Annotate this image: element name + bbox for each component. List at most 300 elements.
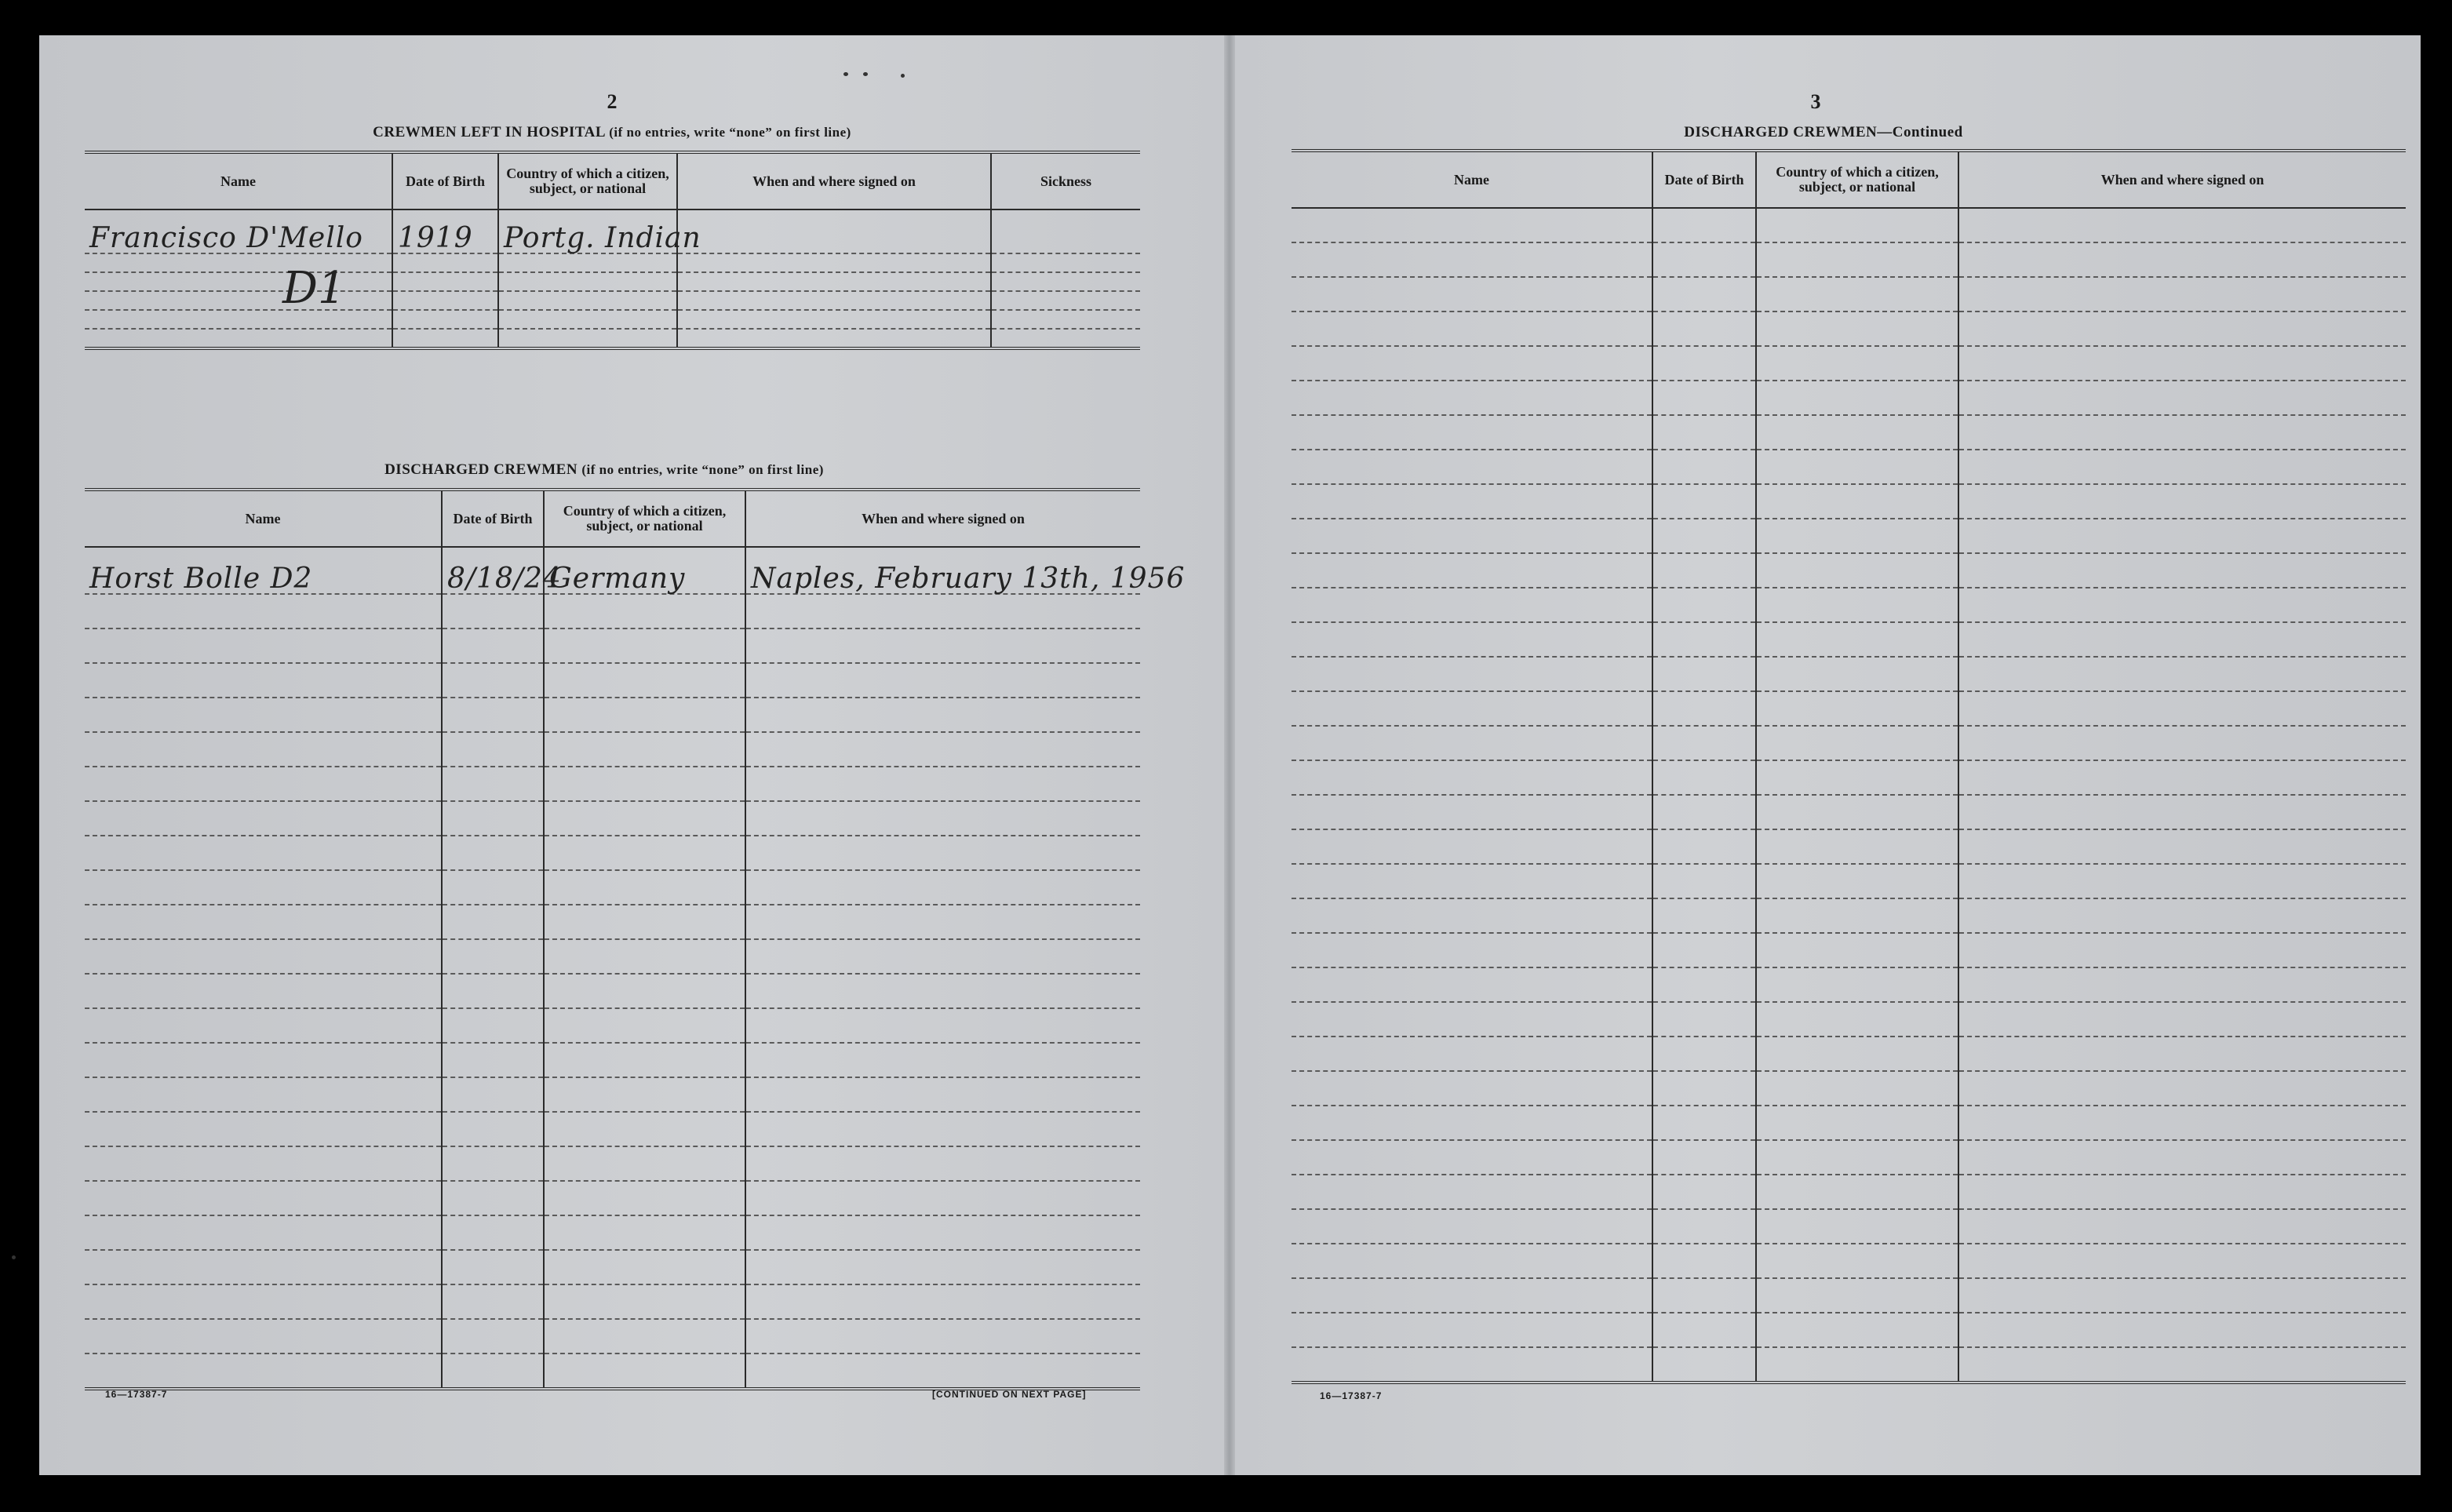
table-cell	[544, 698, 745, 732]
table-cell	[1292, 381, 1652, 415]
table-cell	[1652, 519, 1756, 553]
table-cell	[1756, 760, 1958, 795]
table-cell	[745, 1112, 1140, 1146]
hospital-section-title: CREWMEN LEFT IN HOSPITAL	[373, 124, 605, 140]
table-cell	[1756, 588, 1958, 622]
handwritten-entry: Portg. Indian	[504, 222, 701, 254]
table-row	[85, 329, 1140, 348]
table-row	[1292, 829, 2406, 864]
table-cell	[1652, 691, 1756, 726]
table-cell	[544, 801, 745, 836]
table-row	[1292, 1037, 2406, 1071]
table-row	[85, 1043, 1140, 1077]
table-row	[85, 767, 1140, 801]
table-cell	[1652, 381, 1756, 415]
table-cell	[745, 767, 1140, 801]
table-cell	[1652, 277, 1756, 312]
table-cell	[1292, 898, 1652, 933]
table-row	[1292, 588, 2406, 622]
table-cell	[1958, 691, 2406, 726]
table-cell	[1756, 553, 1958, 588]
table-cell	[392, 209, 498, 253]
right-page-title: DISCHARGED CREWMEN—Continued	[1684, 124, 1963, 140]
table-cell	[1652, 415, 1756, 450]
table-cell	[1958, 1106, 2406, 1140]
table-cell	[1652, 208, 1756, 242]
hospital-table	[85, 151, 1140, 350]
table-cell	[745, 801, 1140, 836]
table-cell	[1652, 553, 1756, 588]
table-cell	[745, 870, 1140, 905]
hospital-section-heading	[86, 124, 1138, 141]
table-cell	[1958, 415, 2406, 450]
continued-note: [CONTINUED ON NEXT PAGE]	[932, 1389, 1087, 1400]
table-cell	[1652, 967, 1756, 1002]
table-cell	[991, 272, 1140, 291]
page-fold	[1224, 35, 1235, 1475]
table-cell	[745, 547, 1186, 595]
table-cell	[1292, 553, 1652, 588]
discharged-continued-table	[1292, 149, 2406, 1384]
table-cell	[442, 974, 544, 1008]
table-cell	[544, 1284, 745, 1319]
table-cell	[1652, 450, 1756, 484]
table-cell	[1292, 415, 1652, 450]
table-cell	[1958, 933, 2406, 967]
table-row	[1292, 967, 2406, 1002]
table-cell	[1292, 1071, 1652, 1106]
table-row	[1292, 795, 2406, 829]
table-cell	[85, 209, 392, 253]
table-cell	[745, 1319, 1140, 1354]
table-cell	[1292, 208, 1652, 242]
table-cell	[1958, 1209, 2406, 1244]
table-row	[1292, 657, 2406, 691]
table-cell	[745, 732, 1140, 767]
table-cell	[1652, 1278, 1756, 1313]
table-cell	[85, 939, 442, 974]
table-cell	[1756, 1175, 1958, 1209]
table-row	[85, 1284, 1140, 1319]
table-cell	[85, 1181, 442, 1215]
table-row	[85, 905, 1140, 939]
table-row	[1292, 1106, 2406, 1140]
table-cell	[544, 767, 745, 801]
margin-mark-d1: D1	[282, 263, 346, 314]
table-cell	[1756, 346, 1958, 381]
table-cell	[85, 329, 392, 348]
handwritten-entry: Naples, February 13th, 1956	[751, 563, 1186, 595]
table-cell	[498, 209, 701, 254]
table-cell	[1652, 242, 1756, 277]
table-cell	[1292, 1313, 1652, 1347]
table-cell	[1292, 933, 1652, 967]
table-cell	[1756, 864, 1958, 898]
table-cell	[544, 905, 745, 939]
table-cell	[85, 732, 442, 767]
table-cell	[1958, 1071, 2406, 1106]
table-cell	[85, 836, 442, 870]
table-cell	[1958, 1244, 2406, 1278]
table-cell	[1652, 898, 1756, 933]
table-cell	[1652, 1313, 1756, 1347]
table-cell	[85, 1077, 442, 1112]
hospital-section-instruction: (if no entries, write “none” on first line)	[609, 125, 851, 140]
table-cell	[544, 732, 745, 767]
table-row	[1292, 1002, 2406, 1037]
table-row	[85, 1354, 1140, 1389]
table-cell	[745, 1181, 1140, 1215]
table-cell	[442, 698, 544, 732]
table-cell	[1292, 726, 1652, 760]
table-cell	[1958, 208, 2406, 242]
table-cell	[1958, 1002, 2406, 1037]
column-header: Date of Birth	[1652, 151, 1756, 208]
table-cell	[1652, 1244, 1756, 1278]
table-cell	[677, 253, 991, 272]
table-cell	[745, 1146, 1140, 1181]
table-cell	[1652, 1209, 1756, 1244]
table-row	[85, 801, 1140, 836]
table-cell	[442, 870, 544, 905]
table-cell	[1652, 312, 1756, 346]
table-cell	[442, 732, 544, 767]
table-cell	[745, 628, 1140, 663]
table-cell	[745, 939, 1140, 974]
column-header: Sickness	[991, 152, 1140, 209]
table-row	[1292, 312, 2406, 346]
table-cell	[1958, 898, 2406, 933]
table-cell	[1756, 1071, 1958, 1106]
table-cell	[1652, 864, 1756, 898]
table-cell	[1292, 1106, 1652, 1140]
table-cell	[1756, 1209, 1958, 1244]
table-row	[1292, 415, 2406, 450]
discharged-section-instruction: (if no entries, write “none” on first line)	[581, 462, 824, 477]
table-row	[85, 209, 1140, 253]
table-cell	[991, 329, 1140, 348]
table-cell	[1958, 1037, 2406, 1071]
table-cell	[85, 594, 442, 628]
table-row	[85, 870, 1140, 905]
table-cell	[442, 1008, 544, 1043]
table-cell	[745, 836, 1140, 870]
table-row	[85, 939, 1140, 974]
table-cell	[1958, 588, 2406, 622]
table-cell	[544, 1319, 745, 1354]
table-row	[1292, 381, 2406, 415]
table-cell	[1292, 450, 1652, 484]
table-cell	[1756, 242, 1958, 277]
table-row	[85, 628, 1140, 663]
table-cell	[1958, 553, 2406, 588]
table-cell	[1292, 864, 1652, 898]
table-cell	[544, 1112, 745, 1146]
table-cell	[1292, 657, 1652, 691]
table-cell	[544, 628, 745, 663]
table-cell	[677, 209, 991, 253]
table-cell	[991, 253, 1140, 272]
table-cell	[85, 767, 442, 801]
handwritten-entry: Horst Bolle D2	[89, 563, 313, 595]
table-cell	[498, 291, 677, 310]
table-cell	[677, 272, 991, 291]
table-row	[1292, 1347, 2406, 1383]
table-row	[1292, 1244, 2406, 1278]
table-cell	[442, 663, 544, 698]
table-row	[85, 1319, 1140, 1354]
table-row	[1292, 726, 2406, 760]
table-cell	[392, 329, 498, 348]
table-row	[85, 1250, 1140, 1284]
table-cell	[1756, 1106, 1958, 1140]
table-cell	[1292, 484, 1652, 519]
table-cell	[1292, 967, 1652, 1002]
table-cell	[1292, 1347, 1652, 1383]
table-cell	[1958, 1175, 2406, 1209]
table-row	[1292, 346, 2406, 381]
table-cell	[991, 310, 1140, 329]
column-header: Country of which a citizen, subject, or national	[498, 152, 677, 209]
left-page	[0, 0, 1224, 1440]
table-cell	[1652, 484, 1756, 519]
column-header: Name	[85, 490, 442, 547]
table-cell	[544, 939, 745, 974]
table-cell	[544, 974, 745, 1008]
table-row	[85, 253, 1140, 272]
table-cell	[1958, 312, 2406, 346]
table-cell	[442, 767, 544, 801]
table-cell	[1756, 967, 1958, 1002]
table-cell	[85, 1112, 442, 1146]
table-row	[85, 836, 1140, 870]
column-header: When and where signed on	[1958, 151, 2406, 208]
table-cell	[1292, 519, 1652, 553]
table-row	[1292, 691, 2406, 726]
table-cell	[1958, 346, 2406, 381]
table-cell	[1652, 933, 1756, 967]
table-cell	[544, 836, 745, 870]
discharged-section-title: DISCHARGED CREWMEN	[384, 461, 578, 478]
table-cell	[1958, 760, 2406, 795]
table-cell	[1756, 312, 1958, 346]
table-cell	[392, 253, 498, 272]
table-cell	[1652, 1037, 1756, 1071]
table-cell	[1958, 1278, 2406, 1313]
table-cell	[745, 698, 1140, 732]
table-cell	[85, 1284, 442, 1319]
table-cell	[442, 1284, 544, 1319]
table-cell	[544, 870, 745, 905]
table-cell	[1958, 484, 2406, 519]
table-cell	[442, 594, 544, 628]
table-cell	[1652, 622, 1756, 657]
table-row	[1292, 1209, 2406, 1244]
table-cell	[1958, 967, 2406, 1002]
table-cell	[1958, 622, 2406, 657]
table-row	[1292, 1071, 2406, 1106]
table-cell	[442, 1215, 544, 1250]
table-row	[1292, 1140, 2406, 1175]
table-cell	[544, 547, 745, 594]
table-cell	[745, 1077, 1140, 1112]
table-cell	[1756, 1002, 1958, 1037]
table-cell	[498, 272, 677, 291]
table-cell	[442, 801, 544, 836]
handwritten-entry: Germany	[549, 563, 686, 595]
table-row	[85, 594, 1140, 628]
table-cell	[85, 291, 392, 310]
table-cell	[1652, 657, 1756, 691]
table-row	[85, 1008, 1140, 1043]
table-cell	[544, 1250, 745, 1284]
table-cell	[1756, 415, 1958, 450]
table-cell	[1652, 829, 1756, 864]
table-cell	[85, 628, 442, 663]
table-row	[85, 291, 1140, 310]
table-row	[1292, 933, 2406, 967]
scan-speck	[901, 74, 905, 78]
table-row	[85, 732, 1140, 767]
table-cell	[442, 836, 544, 870]
table-cell	[85, 1008, 442, 1043]
table-cell	[1292, 829, 1652, 864]
table-cell	[1652, 1106, 1756, 1140]
table-cell	[1652, 1175, 1756, 1209]
table-cell	[442, 1112, 544, 1146]
table-row	[1292, 1313, 2406, 1347]
table-cell	[544, 1181, 745, 1215]
table-cell	[544, 1043, 745, 1077]
table-cell	[1292, 622, 1652, 657]
table-cell	[745, 1215, 1140, 1250]
table-cell	[1756, 1037, 1958, 1071]
table-cell	[1958, 657, 2406, 691]
column-header: When and where signed on	[677, 152, 991, 209]
table-cell	[745, 1008, 1140, 1043]
table-row	[85, 1215, 1140, 1250]
table-cell	[991, 291, 1140, 310]
table-cell	[1292, 691, 1652, 726]
table-cell	[442, 1250, 544, 1284]
table-cell	[1292, 1037, 1652, 1071]
table-cell	[544, 1008, 745, 1043]
table-cell	[1292, 1244, 1652, 1278]
table-cell	[1292, 277, 1652, 312]
table-cell	[1958, 1347, 2406, 1383]
table-row	[85, 663, 1140, 698]
table-cell	[1958, 1140, 2406, 1175]
column-header: Name	[85, 152, 392, 209]
table-cell	[498, 310, 677, 329]
table-cell	[745, 594, 1140, 628]
scan-speck	[12, 1255, 16, 1259]
table-cell	[1958, 864, 2406, 898]
table-cell	[85, 974, 442, 1008]
table-row	[85, 1146, 1140, 1181]
table-cell	[85, 1250, 442, 1284]
table-cell	[442, 547, 562, 595]
table-cell	[442, 1181, 544, 1215]
table-cell	[1652, 1140, 1756, 1175]
table-cell	[745, 1250, 1140, 1284]
table-cell	[392, 310, 498, 329]
table-cell	[1292, 1140, 1652, 1175]
table-cell	[745, 1354, 1140, 1389]
table-cell	[1756, 1278, 1958, 1313]
table-cell	[1756, 277, 1958, 312]
table-cell	[442, 939, 544, 974]
table-cell	[392, 272, 498, 291]
table-cell	[1756, 519, 1958, 553]
table-cell	[442, 905, 544, 939]
handwritten-entry: Francisco D'Mello	[89, 222, 363, 254]
table-row	[85, 974, 1140, 1008]
table-cell	[85, 253, 392, 272]
table-cell	[1958, 1313, 2406, 1347]
table-cell	[1652, 1347, 1756, 1383]
table-cell	[85, 1215, 442, 1250]
table-row	[85, 547, 1140, 594]
discharged-table	[85, 488, 1186, 1390]
table-cell	[1756, 1244, 1958, 1278]
table-cell	[85, 1319, 442, 1354]
table-cell	[1652, 1002, 1756, 1037]
table-cell	[1292, 346, 1652, 381]
table-cell	[85, 663, 442, 698]
column-header: Country of which a citizen, subject, or national	[1756, 151, 1958, 208]
table-cell	[1958, 829, 2406, 864]
table-cell	[442, 1146, 544, 1181]
table-cell	[544, 1077, 745, 1112]
table-row	[1292, 553, 2406, 588]
table-cell	[498, 329, 677, 348]
table-cell	[1756, 726, 1958, 760]
table-cell	[85, 1146, 442, 1181]
table-cell	[442, 628, 544, 663]
table-row	[1292, 622, 2406, 657]
table-row	[1292, 208, 2406, 242]
table-cell	[1756, 1140, 1958, 1175]
table-row	[1292, 519, 2406, 553]
table-cell	[677, 291, 991, 310]
table-row	[1292, 898, 2406, 933]
column-header: Date of Birth	[442, 490, 544, 547]
table-cell	[1292, 1278, 1652, 1313]
table-cell	[745, 1043, 1140, 1077]
table-cell	[442, 1043, 544, 1077]
table-row	[85, 1077, 1140, 1112]
table-cell	[1652, 1071, 1756, 1106]
table-row	[85, 1112, 1140, 1146]
handwritten-entry: 8/18/24	[447, 563, 562, 595]
table-cell	[544, 1215, 745, 1250]
table-cell	[85, 272, 392, 291]
table-cell	[85, 1043, 442, 1077]
table-row	[85, 310, 1140, 329]
page-number: 3	[1810, 90, 1821, 113]
handwritten-entry: 1919	[398, 222, 473, 254]
column-header: Name	[1292, 151, 1652, 208]
table-cell	[677, 310, 991, 329]
table-cell	[1292, 242, 1652, 277]
table-cell	[677, 329, 991, 348]
discharged-section-heading	[86, 461, 1122, 479]
table-cell	[85, 698, 442, 732]
table-cell	[1958, 450, 2406, 484]
table-cell	[1958, 277, 2406, 312]
table-cell	[1652, 588, 1756, 622]
